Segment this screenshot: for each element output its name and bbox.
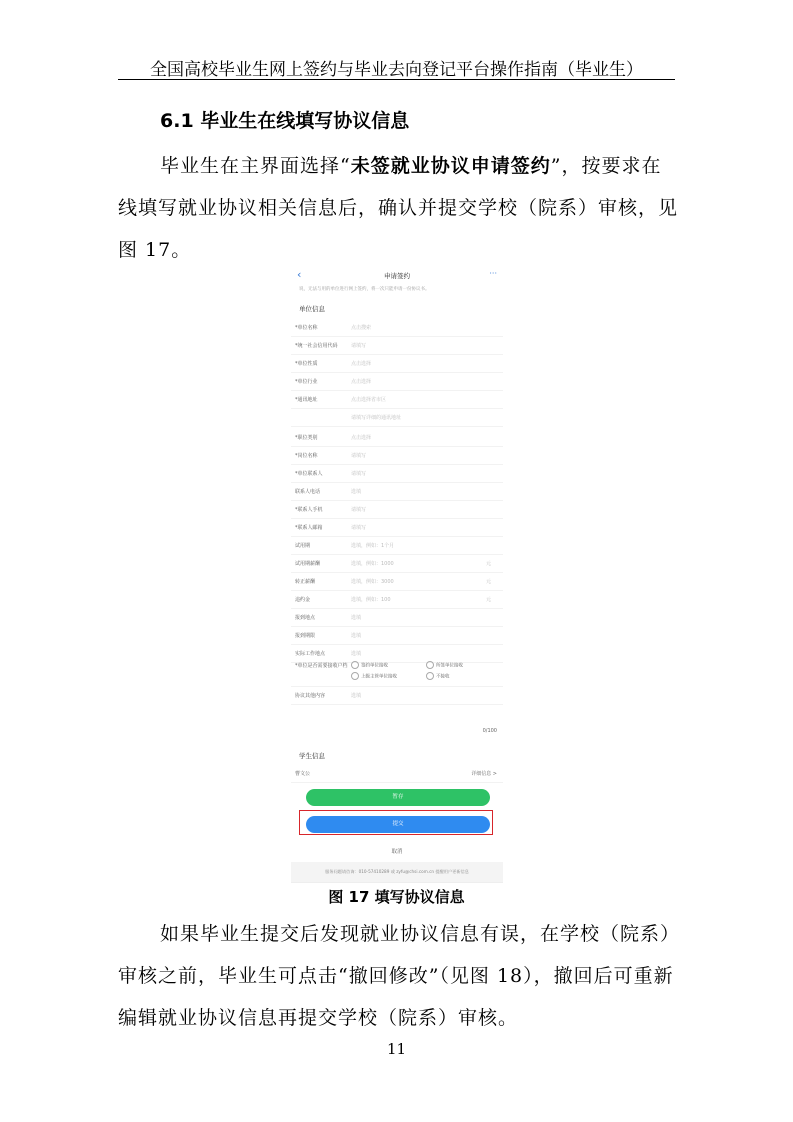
radio-icon <box>351 672 359 680</box>
phone-tip: 说，无法与用的单位进行网上签约，将一次只能申请一份协议书。 <box>299 287 430 292</box>
archive-row <box>291 656 503 687</box>
field-value[interactable]: 请填写 <box>351 471 367 477</box>
field-value[interactable]: 选填，例如：1000 <box>351 561 394 567</box>
field-value[interactable]: 点击选择 <box>351 435 372 441</box>
field-label: 转正薪酬 <box>295 579 316 585</box>
field-label: 报到期限 <box>295 633 316 639</box>
form-row[interactable] <box>291 446 503 465</box>
other-content-row[interactable] <box>291 686 503 705</box>
phone-screenshot <box>291 264 503 883</box>
phone-title: 申请签约 <box>384 272 410 280</box>
field-label: 联系人电话 <box>295 489 321 495</box>
form-row[interactable] <box>291 536 503 555</box>
field-unit: 元 <box>485 597 491 603</box>
other-value[interactable]: 选填 <box>351 693 362 699</box>
field-value[interactable]: 点击选择省市区 <box>351 397 387 403</box>
field-label: 试用期 <box>295 543 311 549</box>
para1-bold: 未签就业协议申请签约 <box>350 155 551 177</box>
highlight-box <box>299 810 493 835</box>
archive-label: *单位是否需要接收户档 <box>295 663 348 669</box>
para2-text: 如果毕业生提交后发现就业协议信息有误，在学校（院系）审核之前，毕业生可点击“撤回修改”（见图 18），撤回后可重新编辑就业协议信息再提交学校（院系）审核。 <box>118 923 674 1029</box>
field-value[interactable]: 请填写 <box>351 507 367 513</box>
radio-icon <box>426 672 434 680</box>
field-label: *统一社会信用代码 <box>295 343 338 349</box>
field-label: *联系人邮箱 <box>295 525 323 531</box>
phone-footer: 服务问题请咨询：010-57410289 或 zyfu@chsi.com.cn 提醒用户更新信息 <box>291 862 503 882</box>
field-label: *联系人手机 <box>295 507 323 513</box>
field-value[interactable]: 选填，例如：1个月 <box>351 543 395 549</box>
field-unit: 元 <box>485 579 491 585</box>
field-label: *单位行业 <box>295 379 318 385</box>
radio-option-1[interactable]: 签约单位接收 <box>351 661 388 669</box>
field-value[interactable]: 选填，例如：100 <box>351 597 391 603</box>
field-label: *单位名称 <box>295 325 318 331</box>
paragraph-2 <box>118 913 678 1039</box>
field-value[interactable]: 请填写 <box>351 453 367 459</box>
other-label: 协议其他内容 <box>295 693 326 699</box>
more-icon[interactable]: ··· <box>489 269 497 278</box>
radio-icon <box>426 661 434 669</box>
cancel-button[interactable]: 取消 <box>391 849 403 855</box>
char-counter: 0/100 <box>482 728 497 734</box>
field-label: 违约金 <box>295 597 311 603</box>
form-row[interactable] <box>291 554 503 573</box>
save-button[interactable]: 暂存 <box>306 789 490 806</box>
submit-button[interactable]: 提交 <box>306 816 490 833</box>
form-row[interactable] <box>291 408 503 427</box>
page-number: 11 <box>386 1040 407 1058</box>
field-value[interactable]: 选填 <box>351 489 362 495</box>
header-rule <box>118 79 675 80</box>
student-section-title: 学生信息 <box>299 752 325 760</box>
field-value[interactable]: 点击选择 <box>351 361 372 367</box>
form-row[interactable] <box>291 590 503 609</box>
form-row[interactable] <box>291 428 503 447</box>
form-row[interactable] <box>291 518 503 537</box>
field-label: 试用期薪酬 <box>295 561 321 567</box>
field-value[interactable]: 请填写 <box>351 343 367 349</box>
form-row[interactable] <box>291 390 503 409</box>
radio-icon <box>351 661 359 669</box>
field-unit: 元 <box>485 561 491 567</box>
para1-lead: 毕业生在主界面选择“ <box>160 155 351 177</box>
radio-option-2[interactable]: 所签单位接收 <box>426 661 463 669</box>
field-value[interactable]: 点击选择 <box>351 379 372 385</box>
form-row[interactable] <box>291 608 503 627</box>
field-label: *职位类别 <box>295 435 318 441</box>
radio-option-4[interactable]: 不接收 <box>426 672 450 680</box>
figure-caption: 图 17 填写协议信息 <box>328 888 465 906</box>
form-row[interactable] <box>291 500 503 519</box>
field-label: *单位联系人 <box>295 471 323 477</box>
form-row[interactable] <box>291 336 503 355</box>
form-row[interactable] <box>291 354 503 373</box>
field-label: *单位性质 <box>295 361 318 367</box>
field-value[interactable]: 点击搜索 <box>351 325 372 331</box>
section-heading: 6.1 毕业生在线填写协议信息 <box>160 110 410 132</box>
radio-option-3[interactable]: 上级主管单位接收 <box>351 672 397 680</box>
field-value[interactable]: 选填 <box>351 633 362 639</box>
para1-rest: ”，按要求在线填写就业协议相关信息后，确认并提交学校（院系）审核，见图 17。 <box>118 155 679 261</box>
student-row[interactable] <box>291 764 503 783</box>
student-name: 曹文公 <box>295 771 311 777</box>
field-label: 实际工作地点 <box>295 651 326 657</box>
form-row[interactable] <box>291 372 503 391</box>
form-row[interactable] <box>291 626 503 645</box>
detail-link[interactable]: 详细信息 > <box>471 771 497 777</box>
field-value[interactable]: 请填写 <box>351 525 367 531</box>
form-row[interactable] <box>291 464 503 483</box>
form-row[interactable] <box>291 572 503 591</box>
field-value[interactable]: 选填 <box>351 615 362 621</box>
running-header: 全国高校毕业生网上签约与毕业去向登记平台操作指南（毕业生） <box>150 60 643 80</box>
form-row[interactable] <box>291 482 503 501</box>
field-value[interactable]: 选填，例如：3000 <box>351 579 394 585</box>
field-label: 报到地点 <box>295 615 316 621</box>
field-label: *通讯地址 <box>295 397 318 403</box>
chevron-left-icon[interactable]: ‹ <box>297 268 302 281</box>
unit-section-title: 单位信息 <box>299 305 325 313</box>
field-value[interactable]: 请填写详细的通讯地址 <box>351 415 402 421</box>
paragraph-1 <box>118 145 678 271</box>
field-value[interactable]: 选填 <box>351 651 362 657</box>
form-row[interactable] <box>291 318 503 337</box>
field-label: *岗位名称 <box>295 453 318 459</box>
phone-topbar <box>291 264 503 288</box>
